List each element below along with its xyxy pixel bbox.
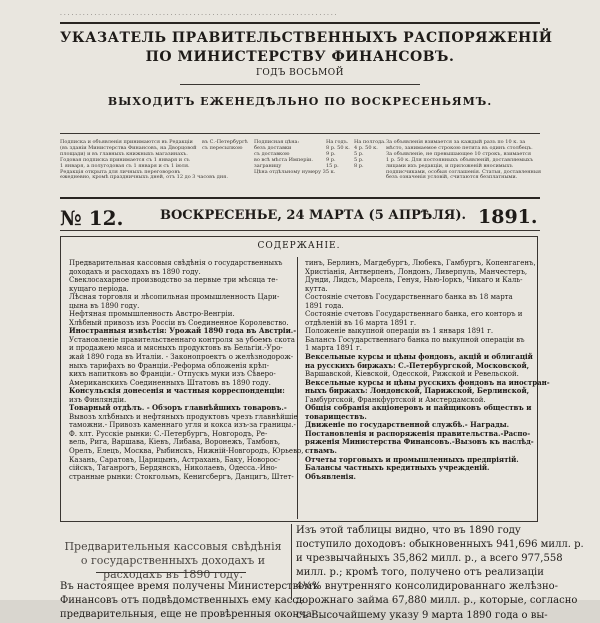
subscription-line: съ доставкою bbox=[254, 150, 290, 157]
contents-item: изъ Финляндіи. bbox=[69, 395, 127, 404]
subscription-line: 9 р. bbox=[326, 150, 336, 157]
subscription-line: площади) и въ главныхъ книжныхъ магазинахъ. bbox=[60, 150, 188, 157]
contents-item: Ф. хлт. Русскіе рынки: С.-Петербургъ, Новгородъ, Ре- bbox=[69, 429, 268, 438]
contents-item: ряженія Министерства Финансовъ.-Вызовъ къ наслѣд- bbox=[305, 437, 534, 447]
article-line: поступило доходовъ: обыкновенныхъ 941,696 милл. р. bbox=[296, 539, 584, 551]
issue-year: 1891. bbox=[478, 206, 538, 228]
subscription-line: во всѣ мѣста Имперіи. bbox=[254, 156, 313, 163]
contents-item: Предварительная кассовыя свѣдѣнія о государственныхъ bbox=[69, 259, 283, 267]
subscription-top-rule bbox=[60, 133, 540, 134]
article-title-rule bbox=[96, 572, 246, 573]
subscription-line: заграницу bbox=[254, 162, 282, 169]
contents-item: вель, Рига, Варшава, Кіевъ, Либава, Воронежъ, Тамбовъ, bbox=[69, 438, 281, 447]
article-right-column bbox=[296, 524, 584, 623]
subscription-line: 1 января, а полугодовая съ 1 января и съ 1 іюля. bbox=[60, 162, 190, 169]
subscription-line: 4 р. 50 к. bbox=[354, 144, 378, 151]
contents-item: тинъ, Берлинъ, Магдебургъ, Любекъ, Гамбургъ, Копенгагенъ, bbox=[305, 259, 536, 267]
subscription-yearly bbox=[326, 140, 352, 170]
subscription-line: (въ зданіи Министерства Финансовъ, на Дворцовой bbox=[60, 144, 197, 151]
article-line: съ Высочайшему указу 9 марта 1890 года о вы- bbox=[296, 609, 548, 621]
publication-frequency: ВЫХОДИТЪ ЕЖЕНЕДѢЛЬНО ПО ВОСКРЕСЕНЬЯМЪ. bbox=[107, 95, 493, 108]
contents-item: Постановленія и распоряженія правительства.-Распо- bbox=[305, 428, 531, 438]
contents-item: на русскихъ биржахъ: С.-Петербургской, Московской, bbox=[305, 360, 530, 370]
contents-item: Американскихъ Соединенныхъ Штатовъ въ 1890 году. bbox=[69, 378, 271, 387]
contents-item: кущаго періода. bbox=[69, 284, 129, 293]
contents-title: СОДЕРЖАНІЕ. bbox=[257, 241, 341, 251]
subscription-line: 15 р. bbox=[326, 162, 339, 169]
contents-item: Варшавской, Кіевской, Одесской, Рижской и Ревельской. bbox=[305, 370, 519, 379]
contents-item: Положеніе выкупной операціи въ 1 января 1891 г. bbox=[305, 327, 494, 336]
contents-item: ствамъ. bbox=[305, 446, 337, 456]
subscription-line: въ С.-Петербургѣ bbox=[202, 139, 248, 145]
subscription-line: 9 р. bbox=[326, 156, 336, 163]
subscription-line: Редакція открыта для личныхъ переговоровъ bbox=[60, 168, 181, 175]
contents-item: товариществъ. bbox=[305, 411, 367, 421]
article-line: 4½% внутренняго консолидированнаго желѣзно- bbox=[296, 581, 559, 593]
dotted-line: . . . . . . . . . . . . . . . . . . . . . . . . . . . . . . . . . . . . . . . . . . . . . . . . . . . . . . . . . . . . . . . . . . . . . . . . . bbox=[60, 10, 337, 17]
article-line: Въ настоящее время получены Министерствомъ bbox=[60, 581, 319, 592]
subscription-line: Подписка и объявленія принимаются въ Редакціи bbox=[60, 139, 193, 145]
contents-item: Состояніе счетовъ Государственнаго банка, его конторъ и bbox=[305, 310, 523, 319]
contents-box bbox=[60, 236, 550, 522]
contents-item: Состояніе счетовъ Государственнаго банка въ 18 марта bbox=[305, 293, 513, 302]
article-left-column bbox=[60, 580, 319, 622]
contents-item: Установленіе правительственнаго контроля за убоемъ скота bbox=[69, 335, 295, 344]
contents-item: Нефтяная промышленность Австро-Венгріи. bbox=[69, 310, 235, 319]
top-rule bbox=[60, 22, 540, 24]
contents-item: сійскъ, Таганрогъ, Бердянскъ, Николаевъ, Одесса.-Ино- bbox=[69, 464, 278, 473]
subscription-line: За объявленія взимается за каждый разъ по 10 к. за bbox=[386, 139, 526, 145]
contents-item: Лѣсная торговля и лѣсопильная промышленность Цари- bbox=[69, 293, 280, 302]
contents-item: Балансы частныхъ кредитныхъ учрежденій. bbox=[305, 463, 490, 473]
subscription-line: 8 р. 50 к. bbox=[326, 144, 350, 151]
subscription-line: 5 р. bbox=[354, 150, 364, 157]
article-line: Изъ этой таблицы видно, что въ 1890 году bbox=[296, 525, 521, 536]
contents-item: Вексельные курсы и цѣны русскихъ фондовъ на иностран- bbox=[305, 377, 550, 387]
contents-item: 1 марта 1891 г. bbox=[305, 344, 362, 353]
advertising-rates bbox=[386, 139, 542, 181]
contents-item: ныхъ тарифахъ во Франціи.-Реформа обложенія крѣп- bbox=[69, 361, 270, 370]
masthead-title-line2: ПО МИНИСТЕРСТВУ ФИНАНСОВЪ. bbox=[145, 49, 455, 65]
contents-item: Товарный отдѣлъ. - Обзоръ главнѣйшихъ товаровъ.- bbox=[69, 403, 287, 413]
article-column-divider bbox=[291, 524, 292, 600]
article-line: предварительныя, еще не провѣренныя оконча- bbox=[60, 609, 316, 620]
contents-item: ныхъ биржахъ: Лондонской, Парижской, Берлинской, bbox=[305, 386, 530, 396]
subscription-line: На годъ. bbox=[326, 139, 349, 145]
subscription-line: мѣсто, занимаемое строкою петита въ одинъ столбецъ. bbox=[386, 144, 533, 151]
contents-item: Общія собранія акціонеровъ и пайщиковъ обществъ и bbox=[305, 403, 532, 413]
article-line: и чрезвычайныхъ 35,862 милл. р., а всего 977,558 bbox=[296, 553, 563, 565]
contents-item: странные рынки: Стокгольмъ, Кенигсбергъ, Данцигъ, Штет- bbox=[69, 472, 294, 481]
contents-item: Орелъ, Елецъ, Москва, Рыбинскъ, Нижній-Новгородъ, Юрьево, bbox=[69, 447, 304, 456]
contents-item: Вексельные курсы и цѣны фондовъ, акцій и облигацій bbox=[305, 352, 533, 362]
subscription-bottom-rule bbox=[60, 197, 540, 199]
contents-item: Хлѣбный привозъ изъ Россіи въ Соединенное Королевство. bbox=[69, 318, 289, 327]
subscription-line: Цѣна отдѣльному нумеру 35 к. bbox=[254, 168, 336, 175]
subscription-halfyear bbox=[354, 139, 386, 170]
issue-date: ВОСКРЕСЕНЬЕ, 24 МАРТА (5 АПРѢЛЯ). bbox=[160, 208, 466, 223]
subscription-line: За объявленіе, не превышающее 10 строкъ, взимается bbox=[386, 150, 532, 157]
contents-item: Вывозъ хлѣбныхъ и нефтяныхъ продуктовъ чрезъ главнѣйшіе bbox=[69, 412, 298, 421]
contents-item: таможни.- Привозъ каменнаго угля и кокса изъ-за границы.- bbox=[69, 421, 296, 430]
year-line: ГОДЪ ВОСЬМОЙ bbox=[255, 68, 345, 78]
contents-item: кутта. bbox=[305, 284, 328, 293]
subscription-line: лицами ихъ редакціи, и приложеній вносимыхъ bbox=[386, 162, 513, 169]
subscription-line: 8 р. bbox=[354, 162, 364, 169]
subscription-line: На полгода. bbox=[354, 139, 386, 145]
contents-item: Объявленія. bbox=[305, 471, 356, 481]
subscription-places bbox=[202, 140, 252, 152]
contents-item: цына въ 1890 году. bbox=[69, 301, 140, 310]
subscription-line: съ пересылкою bbox=[202, 144, 243, 151]
dateline-rule bbox=[60, 230, 540, 231]
article-line: Финансовъ отъ подвѣдомственныхъ ему кассъ bbox=[60, 595, 305, 606]
contents-item: Дунди, Лидсъ, Марсель, Генуя, Нью-Іоркъ, Чикаго и Каль- bbox=[305, 276, 523, 285]
contents-item: отдѣленій въ 16 марта 1891 г. bbox=[305, 318, 417, 327]
contents-item: Отчеты торговыхъ и промышленныхъ предпріятій. bbox=[305, 454, 519, 464]
subscription-line: подписчиками, особыя соглашенія. Статьи, доставленныя bbox=[386, 168, 542, 175]
contents-item: 1891 года. bbox=[305, 301, 344, 310]
contents-item: Консульскія донесенія и частныя корреспонденціи: bbox=[69, 386, 285, 396]
contents-item: доходахъ и расходахъ въ 1890 году. bbox=[69, 267, 201, 276]
masthead-title-line1: УКАЗАТЕЛЬ ПРАВИТЕЛЬСТВЕННЫХЪ РАСПОРЯЖЕНІЙ bbox=[60, 30, 553, 46]
subscription-line: безъ означенія условій, считаются безплатными. bbox=[386, 174, 518, 181]
subscription-line: Годовая подписка принимается съ 1 января и съ bbox=[60, 156, 190, 163]
subscription-line: 1 р. 50 к. Для постоянныхъ объявленій, доставляемыхъ bbox=[386, 156, 534, 163]
article-line: дорожнаго займа 67,880 милл. р., которые, согласно bbox=[296, 595, 578, 607]
article-title: Предварительныя кассовыя свѣдѣнія о государственныхъ доходахъ и расходахъ въ 1890 году. bbox=[64, 540, 282, 581]
masthead-divider bbox=[180, 84, 420, 85]
contents-right-column bbox=[305, 259, 550, 481]
contents-item: Христіанія, Антверпенъ, Лондонъ, Ливерпуль, Манчестеръ, bbox=[305, 267, 528, 276]
subscription-line: ежедневно, кромѣ праздничныхъ дней, отъ 12 до 3 часовъ дня. bbox=[60, 174, 228, 181]
subscription-line: 5 р. bbox=[354, 156, 364, 163]
contents-column-divider bbox=[297, 257, 298, 519]
contents-item: Казань, Саратовъ, Царицынъ, Астрахань, Баку, Новорос- bbox=[69, 455, 281, 464]
contents-item: Гамбургской, Франкфуртской и Амстердамской. bbox=[305, 395, 486, 404]
contents-item: жай 1890 года въ Италіи. - Законопроектъ о желѣзнодорож- bbox=[69, 353, 294, 362]
subscription-line: Подписная цѣна: bbox=[254, 139, 300, 145]
contents-item: Свеклосахарное производство за первые три мѣсяца те- bbox=[69, 276, 278, 285]
contents-left-column bbox=[69, 259, 304, 481]
article-line: милл. р.; кромѣ того, получено отъ реализаціи bbox=[296, 567, 544, 579]
contents-item: и продажею мяса и мясныхъ продуктовъ въ Бельгіи.-Уро- bbox=[69, 344, 283, 353]
contents-item: Иностранныя извѣстія: Урожай 1890 года въ Австріи.- bbox=[69, 326, 297, 336]
issue-number: № 12. bbox=[60, 206, 124, 230]
subscription-line: безъ доставки bbox=[254, 144, 292, 151]
contents-item: Движеніе по государственной службѣ.- Награды. bbox=[305, 420, 510, 430]
contents-item: Балансъ Государственнаго банка по выкупной операціи въ bbox=[305, 335, 525, 344]
contents-item: кихъ напитковъ во Франціи.- Отпускъ муки изъ Сѣверо- bbox=[69, 370, 276, 379]
